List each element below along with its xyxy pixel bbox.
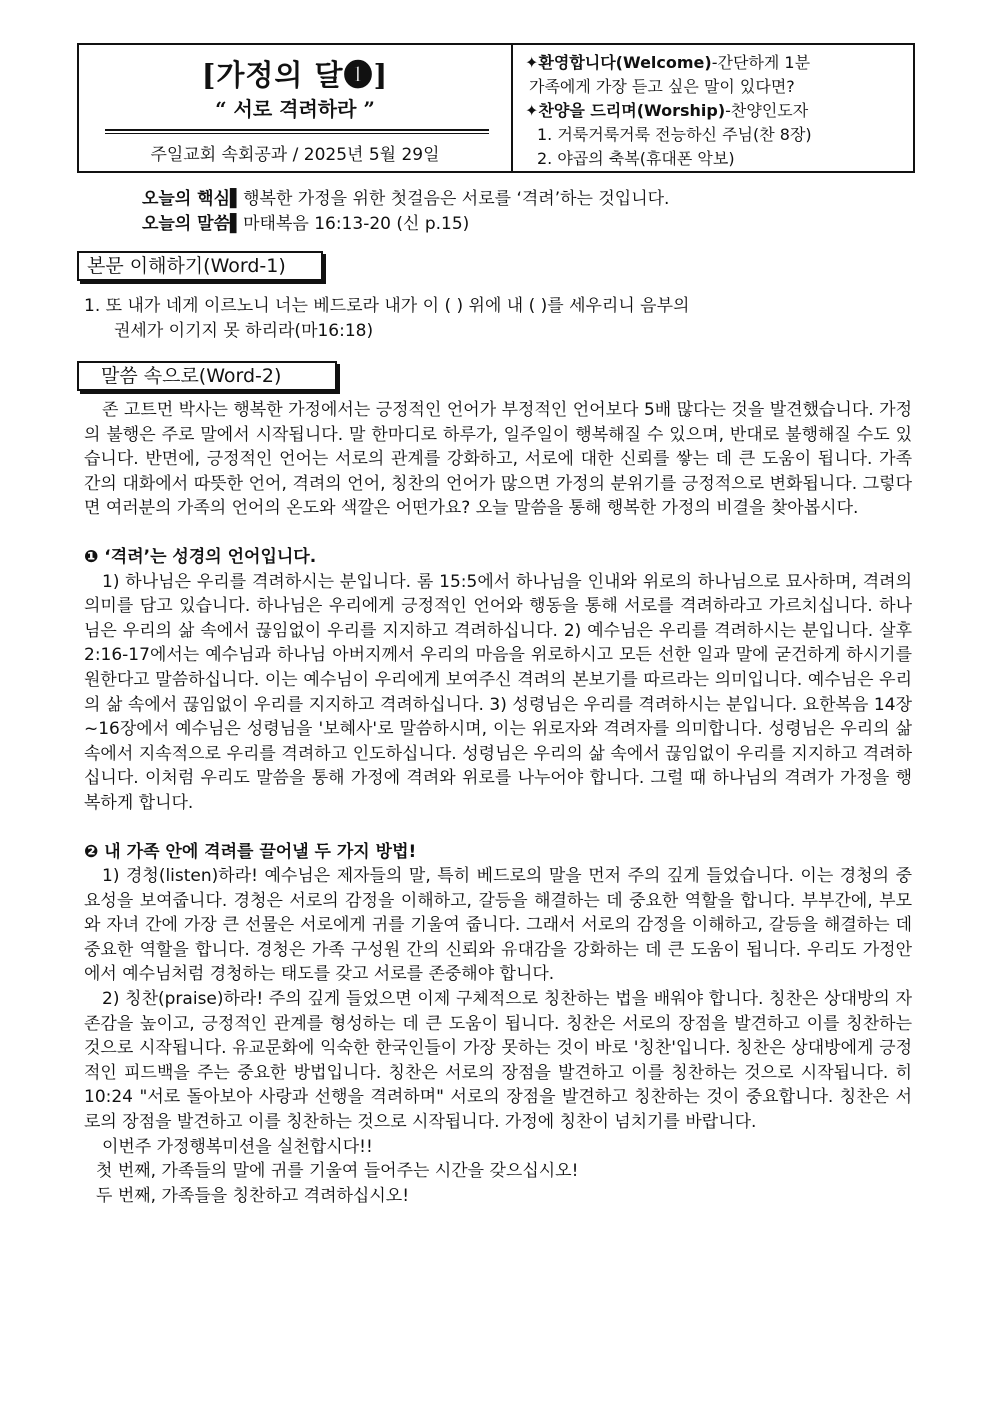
song-item-1: 1. 거룩거룩거룩 전능하신 주님(찬 8장) [537,125,812,144]
worship-label: ✦찬양을 드리며(Worship) [525,101,726,120]
section2-body [84,398,912,1208]
welcome-line [525,51,913,75]
welcome-label: ✦환영합니다(Welcome) [525,53,712,72]
song-item-2: 2. 야곱의 축복(휴대폰 악보) [537,149,735,168]
worship-line [525,99,913,123]
point2-heading: ❷ 내 가족 안에 격려를 끌어낼 두 가지 방법! [84,841,417,862]
word-text: 마태복음 16:13-20 (신 p.15) [243,214,470,234]
section1-title: 본문 이해하기(Word-1) [77,251,323,281]
word-line [142,209,469,234]
page-title: [가정의 달❶] [201,58,389,92]
worship-order-block [511,45,913,171]
welcome-question: 가족에게 가장 듣고 싶은 말이 있다면? [529,77,795,96]
core-line [142,184,669,209]
mission-heading: 이번주 가정행복미션을 실천합시다!! [102,1136,373,1157]
page-subtitle: “ 서로 격려하라 ” [215,97,375,121]
point2-paragraph-praise: 2) 칭찬(praise)하라! 주의 깊게 들었으면 이제 구체적으로 칭찬하는 법을 배워야 합니다. 칭찬은 상대방의 자존감을 높이고, 긍정적인 관계를 형성하는 데 큰 도움이 됩니다. 칭찬은 서로의 장점을 발견하고 이를 칭찬하는 것으로 시작됩니다. 유교문화에 익숙한 한국인들이 가장 못하는 것이 바로 '칭찬'입니다. 칭찬은 상대방에게 긍정적인 피드백을 주는 중요한 방법입니다. 칭찬은 서로의 장점을 발견하고 이를 칭찬하는 것으로 시작됩니다. 히 10:24 "서로 돌아보아 사랑과 선행을 격려하며" 서로의 장점을 발견하고 칭찬하는 것이 중요합니다. 칭찬은 서로의 장점을 발견하고 이를 칭찬하는 것으로 시작됩니다. 가정에 칭찬이 넘치기를 바랍니다. [84,989,912,1133]
point2-paragraph-listen: 1) 경청(listen)하라! 예수님은 제자들의 말, 특히 베드로의 말을 먼저 주의 깊게 들었습니다. 이는 경청의 중요성을 보여줍니다. 경청은 서로의 감정을 이해하고, 갈등을 해결하는 데 중요한 역할을 합니다. 부부간에, 부모와 자녀 간에 가장 큰 선물은 서로에게 귀를 기울여 줍니다. 그래서 서로의 감정을 이해하고, 갈등을 해결하는 데 중요한 역할을 합니다. 경청은 가족 구성원 간의 신뢰와 유대감을 강화하는 데 큰 도움이 됩니다. 우리도 가정안에서 예수님처럼 경청하는 태도를 갖고 서로를 존중해야 합니다. [84,866,912,985]
core-bar: ▌ [230,189,244,209]
section2-title: 말씀 속으로(Word-2) [77,361,337,391]
worship-rest: -찬양인도자 [725,101,809,120]
question-1-line1: 1. 또 내가 네게 이르노니 너는 베드로라 내가 이 ( ) 위에 내 ( )를 세우리니 음부의 [84,296,690,316]
header-frame [77,43,915,173]
point1-paragraph: 1) 하나님은 우리를 격려하시는 분입니다. 롬 15:5에서 하나님을 인내와 위로의 하나님으로 묘사하며, 격려의 의미를 담고 있습니다. 하나님은 우리에게 긍정적인 언어와 행동을 통해 서로를 격려하라고 가르치십니다. 하나님은 우리의 삶 속에서 끊임없이 우리를 지지하고 격려하십니다. 2) 예수님은 우리를 격려하시는 분입니다. 살후 2:16-17에서는 예수님과 하나님 아버지께서 우리의 마음을 위로하시고 모든 선한 일과 말에 굳건하게 하시기를 원한다고 말씀하십니다. 이는 예수님이 우리에게 보여주신 격려의 본보기를 따르라는 의미입니다. 예수님은 우리의 삶 속에서 끊임없이 우리를 지지하고 격려하십니다. 3) 성령님은 우리를 격려하시는 분입니다. 요한복음 14장~16장에서 예수님은 성령님을 '보혜사'로 말씀하시며, 이는 위로자와 격려자를 의미합니다. 성령님은 우리의 삶 속에서 지속적으로 우리를 격려하고 인도하십니다. 성령님은 우리의 삶 속에서 끊임없이 우리를 지지하고 격려하십니다. 이처럼 우리도 말씀을 통해 가정에 격려와 위로를 나누어야 합니다. 그럴 때 하나님의 격려가 가정을 행복하게 합니다. [84,571,912,813]
welcome-rest: -간단하게 1분 [711,53,811,72]
mission-item-1: 첫 번째, 가족들의 말에 귀를 기울여 들어주는 시간을 갖으십시오! [96,1161,579,1182]
mission-item-2: 두 번째, 가족들을 칭찬하고 격려하십시오! [96,1185,410,1206]
intro-paragraph: 존 고트먼 박사는 행복한 가정에서는 긍정적인 언어가 부정적인 언어보다 5배 많다는 것을 발견했습니다. 가정의 불행은 주로 말에서 시작됩니다. 말 한마디로 하루가, 일주일이 행복해질 수 있으며, 반대로 불행해질 수도 있습니다. 반면에, 긍정적인 언어는 서로의 관계를 강화하고, 서로에 대한 신뢰를 쌓는 데 큰 도움이 됩니다. 가족 간의 대화에서 따뜻한 언어, 격려의 언어, 칭찬의 언어가 많으면 가정의 분위기를 긍정적으로 변화됩니다. 그렇다면 여러분의 가족의 언어의 온도와 색깔은 어떤가요? 오늘 말씀을 통해 행복한 가정의 비결을 찾아봅시다. [84,400,912,519]
question-1-line2: 권세가 이기지 못 하리라(마16:18) [114,320,374,341]
core-text: 행복한 가정을 위한 첫걸음은 서로를 ‘격려’하는 것입니다. [243,189,670,209]
spacer [84,816,912,840]
church-date-line: 주일교회 속회공과 / 2025년 5월 29일 [150,145,440,165]
spacer [84,521,912,545]
core-label: 오늘의 핵심 [142,189,231,209]
word-bar: ▌ [230,214,244,234]
point1-heading: ❶ ‘격려’는 성경의 언어입니다. [84,546,317,567]
section1-question [84,294,912,343]
word-label: 오늘의 말씀 [142,214,231,234]
title-divider [105,129,489,134]
header-title-block [79,45,511,171]
